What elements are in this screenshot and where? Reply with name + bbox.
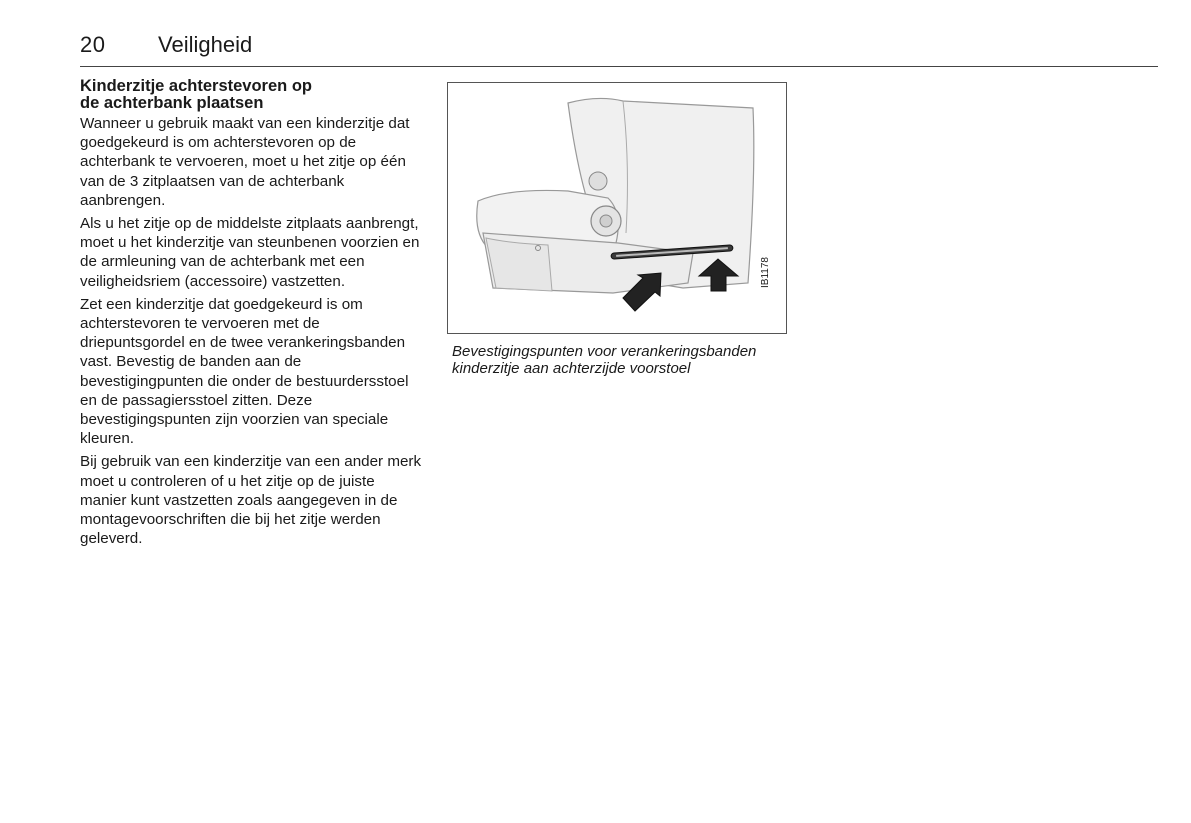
paragraph-4: Bij gebruik van een kinderzitje van een ander merk moet u controleren of u het zitje op de juiste manier kunt vastzetten zoals aangegeven in de montagevoorschriften die bij het zitje werden geleverd. (80, 453, 422, 548)
page-number: 20 (80, 32, 106, 57)
page-section-title: Veiligheid (158, 32, 253, 57)
seat-front-panel (486, 238, 552, 291)
hinge-knob-center (600, 215, 612, 227)
left-column (80, 78, 425, 552)
paragraph-1: Wanneer u gebruik maakt van een kinderzitje dat goedgekeurd is om achterstevoren op de achterbank te vervoeren, moet u het zitje op één van de 3 zitplaatsen van de achterbank aanbrengen. (80, 115, 410, 209)
figure-frame (447, 82, 787, 334)
figure-caption: Bevestigingspunten voor verankeringsbanden kinderzitje aan achterzijde voorstoel (452, 343, 757, 377)
figure-id-label: IB1178 (760, 257, 771, 288)
section-heading-line1: Kinderzitje achterstevoren op (80, 77, 312, 95)
paragraph-2: Als u het zitje op de middelste zitplaats aanbrengt, moet u het kinderzitje van steunbenen voorzien en de armleuning van de achterbank met een veiligheidsriem (accessoire) vastzetten. (80, 215, 420, 290)
seat-illustration (448, 83, 786, 333)
section-heading (80, 78, 425, 112)
paragraph-3: Zet een kinderzitje dat goedgekeurd is om achterstevoren te vervoeren met de driepuntsgordel en de twee verankeringsbanden vast. Bevestig de banden aan de bevestigingpunten die onder de bestuurdersstoel en de passagiersstoel zitten. Deze bevestigingspunten zijn voorzien van speciale kleuren. (80, 295, 409, 448)
hinge-knob-top (589, 172, 607, 190)
section-heading-line2: de achterbank plaatsen (80, 94, 264, 112)
header-rule (80, 66, 1158, 67)
